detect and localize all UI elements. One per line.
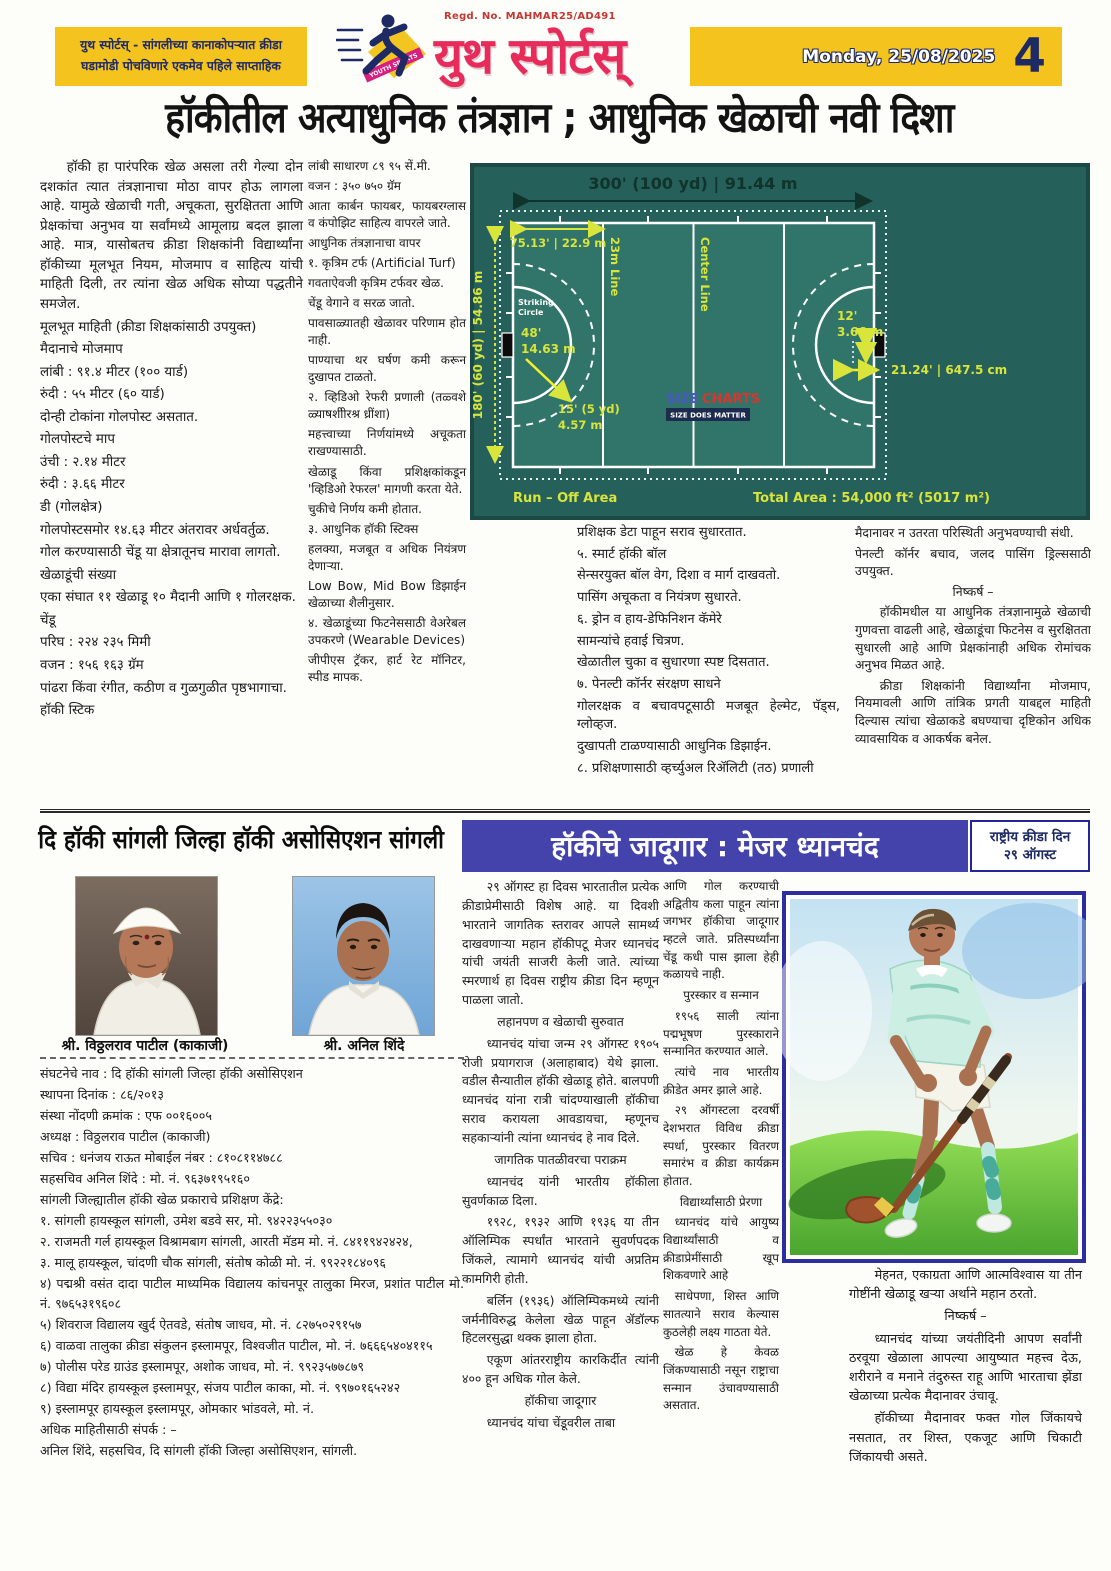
paragraph: खेळाडूंची संख्या bbox=[40, 567, 117, 583]
dotted-circle-ft: 15' (5 yd) bbox=[558, 402, 620, 416]
paragraph: दोन्ही टोकांना गोलपोस्ट असतात. bbox=[40, 409, 199, 425]
paragraph: जीपीएस ट्रॅकर, हार्ट रेट मॉनिटर, स्पीड मापक. bbox=[308, 652, 466, 684]
dotted-circle-m: 4.57 m bbox=[558, 418, 603, 432]
paragraph: ३. मालू हायस्कूल, चांदणी चौक सांगली, संतोष कोळी मो. नं. ९९२२१८४०९६ bbox=[40, 1255, 387, 1271]
paragraph: लांबी : ९१.४ मीटर (१०० यार्ड) bbox=[40, 364, 189, 380]
paragraph: २. व्हिडिओ रेफरी प्रणाली (तळ्वशे ळ्याषशीीरश्र ध्रींशा) bbox=[308, 390, 466, 422]
dhyanchand-painting bbox=[782, 891, 1086, 1263]
badge-line-1: राष्ट्रीय क्रीडा दिन bbox=[989, 828, 1071, 845]
paragraph: चुकीचे निर्णय कमी होतात. bbox=[308, 501, 422, 516]
paragraph: हॉकीमधील या आधुनिक तंत्रज्ञानामुळे खेळाची गुणवत्ता वाढली आहे, खेळाडूंचा फिटनेस व सुरक्षितता सुधारली आहे आणि प्रेक्षकांनाही अधिक रोमांचक अनुभव मिळत आहे. bbox=[855, 604, 1091, 673]
photo-caption-2: श्री. अनिल शिंदे bbox=[323, 1038, 405, 1054]
paragraph: परिघ : २२४ २३५ मिमी bbox=[40, 635, 151, 651]
paragraph: सचिव : धनंजय राऊत मोबाईल नंबर : ८१०८११४७८८ bbox=[40, 1150, 283, 1166]
field-length-label: 300' (100 yd) | 91.44 m bbox=[588, 174, 798, 193]
paragraph: जागतिक पातळीवरचा पराक्रम bbox=[494, 1151, 627, 1167]
paragraph: गोलपोस्टसमोर १४.६३ मीटर अंतरावर अर्धवर्तुळ. bbox=[40, 522, 270, 538]
paragraph: सांगली जिल्ह्यातील हॉकी खेळ प्रकाराचे प्रशिक्षण केंद्रे: bbox=[40, 1192, 284, 1208]
paragraph: १९५६ साली त्यांना पद्मभूषण पुरस्काराने सन्मानित करण्यात आले. bbox=[663, 1008, 779, 1059]
paragraph: ७. पेनल्टी कॉर्नर संरक्षण साधने bbox=[577, 677, 721, 693]
paragraph: खेळाडू किंवा प्रशिक्षकांकडून 'व्हिडिओ रेफरल' मागणी करता येते. bbox=[308, 464, 466, 496]
paragraph: वजन : १५६ १६३ ग्रॅम bbox=[40, 657, 144, 673]
circle-radius-m: 14.63 m bbox=[521, 342, 576, 356]
paragraph: वजन : ३५० ७५० ग्रॅम bbox=[308, 179, 401, 194]
paragraph: उंची : २.१४ मीटर bbox=[40, 454, 126, 470]
paragraph: लांबी साधारण ८९ ९५ सें.मी. bbox=[308, 159, 431, 173]
23m-line-label: 23m Line bbox=[608, 237, 622, 297]
paragraph: ध्यानचंद यांचा चेंडूवरील ताबा bbox=[462, 1414, 616, 1430]
runner-logo-icon bbox=[336, 8, 436, 94]
paragraph: मूलभूत माहिती (क्रीडा शिक्षकांसाठी उपयुक्त) bbox=[40, 319, 257, 335]
date-box bbox=[690, 27, 1062, 86]
hockey-field-diagram bbox=[470, 163, 1090, 520]
paragraph: हॉकी स्टिक bbox=[40, 703, 95, 719]
paragraph: १. सांगली हायस्कूल सांगली, उमेश बडवे सर, मो. ९४२२३५५०३० bbox=[40, 1213, 333, 1229]
masthead-tagline-box bbox=[55, 27, 307, 86]
badge-line-2: २९ ऑगस्ट bbox=[1003, 847, 1057, 863]
total-area-label: Total Area : 54,000 ft² (5017 m²) bbox=[753, 491, 990, 506]
paragraph: ४. खेळाडूंच्या फिटनेससाठी वेअरेबल उपकरणे (Wearable Devices) bbox=[308, 615, 466, 647]
paragraph: हलक्या, मजबूत व अधिक नियंत्रण देणाऱ्या. bbox=[308, 541, 466, 573]
tagline-line-1: युथ स्पोर्टस् - सांगलीच्या कानाकोपऱ्यात क्रीडा bbox=[80, 38, 282, 53]
paragraph: त्यांचे नाव भारतीय क्रीडेत अमर झाले आहे. bbox=[663, 1064, 779, 1097]
article-column-2 bbox=[308, 158, 466, 689]
paragraph: संस्था नोंदणी क्रमांक : एफ ००१६००५ bbox=[40, 1108, 212, 1124]
paragraph: एकूण आंतरराष्ट्रीय कारकिर्दीत त्यांनी ४०० हून अधिक गोल केले. bbox=[462, 1352, 659, 1387]
article-column-4 bbox=[855, 524, 1091, 750]
watermark-tagline: SIZE DOES MATTER bbox=[670, 411, 746, 420]
paragraph: एका संघात ११ खेळाडू १० मैदानी आणि १ गोलरक्षक. bbox=[40, 590, 296, 606]
paragraph: चेंडू वेगाने व सरळ जातो. bbox=[308, 296, 416, 311]
watermark-charts: CHARTS bbox=[702, 392, 761, 407]
paragraph: हॉकीचा जादूगार bbox=[524, 1392, 597, 1408]
striking-circle-label-1: Striking bbox=[518, 298, 554, 307]
paragraph: ९) इस्लामपूर हायस्कूल इस्लामपूर, ओमकार भांडवले, मो. नं. bbox=[40, 1400, 314, 1416]
goal-depth-label: 21.24' | 647.5 cm bbox=[891, 363, 1008, 377]
paragraph: ६) वाळवा तालुका क्रीडा संकुलन इस्लामपूर, विश्वजीत पाटील, मो. नं. ७६६६५४०४११५ bbox=[40, 1337, 433, 1353]
paragraph: मैदानावर न उतरता परिस्थिती अनुभवण्याची संधी. bbox=[855, 525, 1074, 540]
goal-width-ft: 12' bbox=[837, 309, 858, 323]
paragraph: अनिल शिंदे, सहसचिव, दि सांगली हॉकी जिल्हा असोसिएशन, सांगली. bbox=[40, 1442, 358, 1458]
paragraph: लहानपण व खेळाची सुरुवात bbox=[497, 1013, 624, 1029]
paragraph: आणि गोल करण्याची अद्वितीय कला पाहून त्यांना जगभर हॉकीचा जादूगार म्हटले जाते. प्रतिस्पर्ध्यांना चेंडू कधी पास झाला हेही कळायचे नाही. bbox=[663, 879, 779, 982]
paragraph: हॉकी हा पारंपरिक खेळ असला तरी गेल्या दोन दशकांत त्यात तंत्रज्ञानाचा मोठा वापर होऊ लागला आहे. यामुळे खेळाची गती, अचूकता, सुरक्षितता आणि प्रेक्षकांचा अनुभव या सर्वांमध्ये आमूलाग्र बदल झाला आहे. मात्र, यासोबतच क्रीडा शिक्षकांनी विद्यार्थ्यांना हॉकीच्या मूलभूत नियम, मोजमाप व साहित्य यांची माहिती दिली, तर त्यांना खेळ अधिक सोप्या पद्धतीने समजेल. bbox=[40, 160, 303, 312]
logo-ribbon-label: YOUTH SPORTS bbox=[368, 52, 419, 80]
paragraph: निष्कर्ष – bbox=[952, 583, 994, 599]
circle-radius-ft: 48' bbox=[521, 326, 542, 340]
goal-width-m: 3.66 m bbox=[837, 325, 884, 339]
paragraph: खेळ हे केवळ जिंकण्यासाठी नसून राष्ट्राचा सन्मान उंचावण्यासाठी असतात. bbox=[663, 1345, 779, 1413]
paragraph: रुंदी : ५५ मीटर (६० यार्ड) bbox=[40, 387, 165, 403]
paragraph: सहसचिव अनिल शिंदे : मो. नं. ९६३७१९५१६० bbox=[40, 1171, 250, 1187]
center-line-label: Center Line bbox=[698, 237, 712, 312]
paragraph: प्रशिक्षक डेटा पाहून सराव सुधारतात. bbox=[577, 525, 747, 540]
paragraph: ८. प्रशिक्षणासाठी व्हर्च्युअल रिॲलिटी (तठ) प्रणाली bbox=[577, 760, 814, 776]
paragraph: चेंडू bbox=[40, 612, 56, 628]
watermark-size: SIZE bbox=[666, 392, 699, 407]
dhyanchand-column-c bbox=[849, 1266, 1082, 1470]
paragraph: १९२८, १९३२ आणि १९३६ या तीन ऑलिम्पिक स्पर्धांत भारताने सुवर्णपदक जिंकले, त्यामागे ध्यानचंद यांची अप्रतिम कामगिरी होती. bbox=[462, 1214, 659, 1286]
paragraph: महत्त्वाच्या निर्णयांमध्ये अचूकता राखण्यासाठी. bbox=[308, 427, 466, 459]
masthead-title: युथ स्पोर्टस् bbox=[434, 27, 626, 85]
paragraph: बर्लिन (१९३६) ऑलिम्पिकमध्ये त्यांनी जर्मनीविरुद्ध केलेला खेळ पाहून ॲडॉल्फ हिटलरसुद्धा थक्क झाला होता. bbox=[462, 1292, 659, 1346]
member-photo-anil-shinde bbox=[292, 876, 435, 1036]
dhyanchand-headline: हॉकीचे जादूगार : मेजर ध्यानचंद bbox=[462, 820, 968, 872]
paragraph: ८) विद्या मंदिर हायस्कूल इस्लामपूर, संजय पाटील काका, मो. नं. ९९७०१६५२४२ bbox=[40, 1379, 401, 1395]
striking-circle-label-2: Circle bbox=[518, 308, 544, 317]
paragraph: ध्यानचंद यांनी भारतीय हॉकीला सुवर्णकाळ दिला. bbox=[462, 1173, 659, 1208]
paragraph: साधेपणा, शिस्त आणि सातत्याने सराव केल्यास कुठलेही लक्ष्य गाठता येते. bbox=[663, 1289, 779, 1339]
paragraph: ५) शिवराज विद्यालय खुर्द ऐतवडे, संतोष जाधव, मो. नं. ८२७५०२९१५७ bbox=[40, 1316, 362, 1332]
paragraph: सेन्सरयुक्त बॉल वेग, दिशा व मार्ग दाखवतो. bbox=[577, 568, 781, 584]
dhyanchand-column-b bbox=[663, 878, 779, 1418]
member-photo-kakaji bbox=[75, 876, 218, 1036]
paragraph: गवताऐवजी कृत्रिम टर्फवर खेळ. bbox=[308, 276, 444, 291]
paragraph: ३. आधुनिक हॉकी स्टिक्स bbox=[308, 521, 419, 536]
national-sports-day-badge bbox=[970, 820, 1090, 872]
paragraph: Low Bow, Mid Bow डिझाईन खेळाच्या शैलीनुसार. bbox=[308, 578, 466, 610]
runoff-area-label: Run – Off Area bbox=[513, 491, 618, 506]
paragraph: ध्यानचंद यांच्या जयंतीदिनी आपण सर्वांनी ठरवूया खेळाला आपल्या आयुष्यात महत्त्व देऊ, शरीराने व मनाने तंदुरुस्त राहू आणि भारताचा झेंडा खेळाच्या प्रत्येक मैदानावर उंचावू. bbox=[849, 1331, 1082, 1405]
paragraph: गोल करण्यासाठी चेंडू या क्षेत्रातूनच मारावा लागतो. bbox=[40, 545, 281, 561]
tagline-line-2: घडामोडी पोचविणारे एकमेव पहिले साप्ताहिक bbox=[81, 59, 281, 73]
field-width-label: 180' (60 yd) | 54.86 m bbox=[471, 270, 485, 420]
paragraph: २९ ऑगस्टला दरवर्षी देशभरात विविध क्रीडा स्पर्धा, पुरस्कार वितरण समारंभ व क्रीडा कार्यक्रम होतात. bbox=[663, 1103, 779, 1188]
paragraph: गोलपोस्टचे माप bbox=[40, 432, 115, 448]
paragraph: पेनल्टी कॉर्नर बचाव, जलद पासिंग ड्रिल्ससाठी उपयुक्त. bbox=[855, 545, 1091, 579]
paragraph: १. कृत्रिम टर्फ (Artificial Turf) bbox=[308, 256, 456, 271]
paragraph: आधुनिक तंत्रज्ञानाचा वापर bbox=[308, 236, 421, 251]
paragraph: पावसाळ्यातही खेळावर परिणाम होत नाही. bbox=[308, 316, 466, 348]
dashed-divider bbox=[40, 1057, 464, 1059]
paragraph: ५. स्मार्ट हॉकी बॉल bbox=[577, 546, 667, 562]
paragraph: २. राजमती गर्ल हायस्कूल विश्रामबाग सांगली, आरती मॅडम मो. नं. ८४११९४२४२४, bbox=[40, 1234, 413, 1250]
association-title: दि हॉकी सांगली जिल्हा हॉकी असोसिएशन सांगली bbox=[38, 825, 444, 854]
paragraph: विद्यार्थ्यांसाठी प्रेरणा bbox=[679, 1194, 763, 1209]
association-details bbox=[40, 1064, 464, 1462]
paragraph: सामन्यांचे हवाई चित्रण. bbox=[577, 633, 685, 649]
paragraph: पुरस्कार व सन्मान bbox=[683, 988, 759, 1003]
paragraph: गोलरक्षक व बचावपटूसाठी मजबूत हेल्मेट, पॅड्स, ग्लोव्हज. bbox=[577, 698, 840, 733]
photo-caption-1: श्री. विठ्ठलराव पाटील (काकाजी) bbox=[61, 1038, 229, 1054]
paragraph: ४) पद्मश्री वसंत दादा पाटील माध्यमिक विद्यालय कांचनपूर तालुका मिरज, प्रशांत पाटील मो. नं. ९७६५३१९६०८ bbox=[40, 1276, 464, 1311]
paragraph: मेहनत, एकाग्रता आणि आत्मविश्वास या तीन गोष्टींनी खेळाडू खऱ्या अर्थाने महान ठरतो. bbox=[849, 1268, 1082, 1303]
paragraph: दुखापती टाळण्यासाठी आधुनिक डिझाईन. bbox=[577, 739, 772, 755]
issue-date: Monday, 25/08/2025 bbox=[802, 46, 996, 67]
article-column-3 bbox=[577, 524, 840, 782]
paragraph: संघटनेचे नाव : दि हॉकी सांगली जिल्हा हॉकी असोसिएशन bbox=[40, 1066, 303, 1081]
paragraph: पांढरा किंवा रंगीत, कठीण व गुळगुळीत पृष्ठभागाचा. bbox=[40, 680, 287, 696]
page-number: 4 bbox=[1013, 29, 1046, 84]
paragraph: अधिक माहितीसाठी संपर्क : – bbox=[40, 1421, 177, 1437]
paragraph: ध्यानचंद यांचा जन्म २९ ऑगस्ट १९०५ रोजी प्रयागराज (अलाहाबाद) येथे झाला. वडील सैन्यातील हॉकी खेळाडू होते. बालपणी ध्यानचंद यांना रात्री चांदण्याखाली हॉकीचा सराव करायला आवडायचा, म्हणूनच सहकाऱ्यांनी त्यांना ध्यानचंद हे नाव दिले. bbox=[462, 1035, 659, 1145]
paragraph: खेळातील चुका व सुधारणा स्पष्ट दिसतात. bbox=[577, 655, 770, 671]
article-column-1 bbox=[40, 158, 303, 724]
paragraph: निष्कर्ष – bbox=[944, 1309, 987, 1325]
paragraph: स्थापना दिनांक : ८६/२०१३ bbox=[40, 1087, 164, 1103]
paragraph: पाण्याचा थर घर्षण कमी करून दुखापत टाळतो. bbox=[308, 353, 466, 385]
paragraph: ध्यानचंद यांचे आयुष्य विद्यार्थ्यांसाठी व क्रीडाप्रेमींसाठी खूप शिकवणारे आहे bbox=[663, 1215, 779, 1283]
paragraph: डी (गोलक्षेत्र) bbox=[40, 500, 103, 515]
left-goal bbox=[502, 333, 513, 357]
dhyanchand-column-a bbox=[462, 878, 659, 1436]
quarter-line-label: 75.13' | 22.9 m bbox=[509, 236, 607, 250]
paragraph: रुंदी : ३.६६ मीटर bbox=[40, 477, 125, 493]
paragraph: अध्यक्ष : विठ्ठलराव पाटील (काकाजी) bbox=[40, 1129, 211, 1145]
main-headline: हॉकीतील अत्याधुनिक तंत्रज्ञान ; आधुनिक खेळाची नवी दिशा bbox=[165, 93, 954, 142]
paragraph: मैदानाचे मोजमाप bbox=[40, 342, 123, 358]
paragraph: क्रीडा शिक्षकांनी विद्यार्थ्यांना मोजमाप, नियमावली आणि तांत्रिक प्रगती याबद्दल माहिती दिल्यास त्यांचा खेळाकडे बघण्याचा दृष्टिकोन अधिक व्यावसायिक व आकर्षक बनेल. bbox=[855, 677, 1091, 746]
paragraph: ७) पोलीस परेड ग्राउंड इस्लामपूर, अशोक जाधव, मो. नं. ९९२३५७७८७९ bbox=[40, 1358, 365, 1374]
paragraph: आता कार्बन फायबर, फायबरग्लास व कंपोझिट साहित्य वापरले जाते. bbox=[308, 199, 466, 231]
paragraph: पासिंग अचूकता व नियंत्रण सुधारते. bbox=[577, 590, 742, 606]
paragraph: २९ ऑगस्ट हा दिवस भारतातील प्रत्येक क्रीडाप्रेमीसाठी विशेष आहे. या दिवशी भारताने जागतिक स्तरावर आपले सामर्थ्य दाखवणाऱ्या महान हॉकीपटू मेजर ध्यानचंद यांची जयंती साजरी केली जाते. त्यांच्या स्मरणार्थ हा दिवस राष्ट्रीय क्रीडा दिन म्हणून पाळला जातो. bbox=[462, 879, 659, 1008]
registration-number: Regd. No. MAHMAR25/AD491 bbox=[444, 11, 616, 22]
paragraph: ६. ड्रोन व हाय-डेफिनिशन कॅमेरे bbox=[577, 611, 722, 627]
paragraph: हॉकीच्या मैदानावर फक्त गोल जिंकायचे नसतात, तर शिस्त, एकजूट आणि चिकाटी जिंकायची असते. bbox=[849, 1411, 1082, 1465]
section-divider bbox=[40, 809, 1090, 813]
